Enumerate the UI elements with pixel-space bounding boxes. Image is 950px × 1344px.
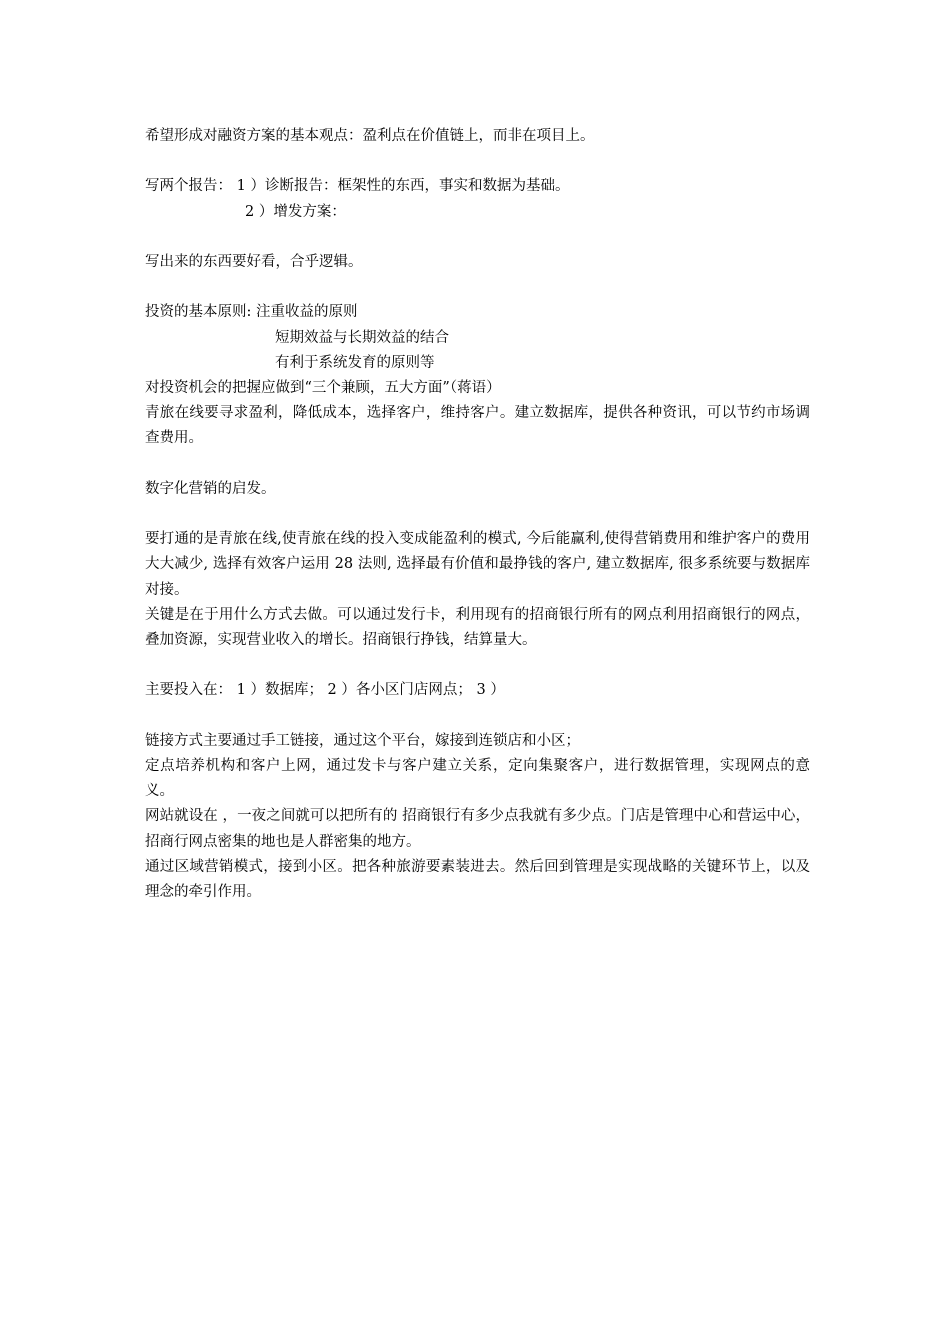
paragraph-financing-view: 希望形成对融资方案的基本观点：盈利点在价值链上，而非在项目上。 (145, 128, 595, 144)
paragraph-report-two: 2 ）增发方案： (245, 203, 346, 220)
blank-line (145, 452, 810, 477)
paragraph-main-investment: 主要投入在： 1 ）数据库； 2 ）各小区门店网点； 3 ） (145, 682, 505, 699)
paragraph-investment-principles: 投资的基本原则: 注重收益的原则 (145, 304, 358, 321)
paragraph-writing-quality: 写出来的东西要好看，合乎逻辑。 (145, 253, 363, 270)
paragraph-principle-system: 有利于系统发育的原则等 (275, 354, 435, 371)
paragraph-qinglv-online: 青旅在线要寻求盈利，降低成本，选择客户，维持客户。建立数据库，提供各种资讯，可以节约市场调查费用。 (145, 405, 810, 447)
paragraph-digital-marketing: 数字化营销的启发。 (145, 480, 276, 497)
blank-line (145, 149, 810, 174)
blank-line (145, 225, 810, 250)
paragraph-two-reports: 写两个报告： 1 ）诊断报告：框架性的东西，事实和数据为基础。 (145, 178, 570, 195)
blank-line (145, 275, 810, 300)
paragraph-customer-online: 定点培养机构和客户上网，通过发卡与客户建立关系，定向集聚客户，进行数据管理，实现网点的意义。 (145, 757, 810, 800)
paragraph-key-method: 关键是在于用什么方式去做。可以通过发行卡，利用现有的招商银行所有的网点利用招商银行的网点，叠加资源，实现营业收入的增长。招商银行挣钱，结算量大。 (145, 606, 810, 648)
blank-line (145, 502, 810, 527)
paragraph-website-location: 网站就设在 ，一夜之间就可以把所有的 招商银行有多少点我就有多少点。门店是管理中心和营运中心，招商行网点密集的地也是人群密集的地方。 (145, 808, 810, 850)
paragraph-regional-marketing: 通过区域营销模式，接到小区。把各种旅游要素装进去。然后回到管理是实现战略的关键环节上，以及理念的牵引作用。 (145, 858, 810, 900)
blank-line (145, 704, 810, 729)
blank-line (145, 653, 810, 678)
paragraph-investment-opportunity: 对投资机会的把握应做到“三个兼顾，五大方面”（蒋语） (145, 379, 501, 396)
paragraph-principle-short-long: 短期效益与长期效益的结合 (275, 329, 449, 346)
paragraph-profit-model: 要打通的是青旅在线,使青旅在线的投入变成能盈利的模式, 今后能赢利,使得营销费用和维护客户的费用大大减少, 选择有效客户运用 28 法则, 选择最有价值和最挣钱的客户, 建立数据库, 很多系统要与数据库对接。 (145, 531, 810, 598)
document-body (145, 124, 810, 905)
paragraph-link-method: 链接方式主要通过手工链接，通过这个平台，嫁接到连锁店和小区； (145, 732, 580, 749)
